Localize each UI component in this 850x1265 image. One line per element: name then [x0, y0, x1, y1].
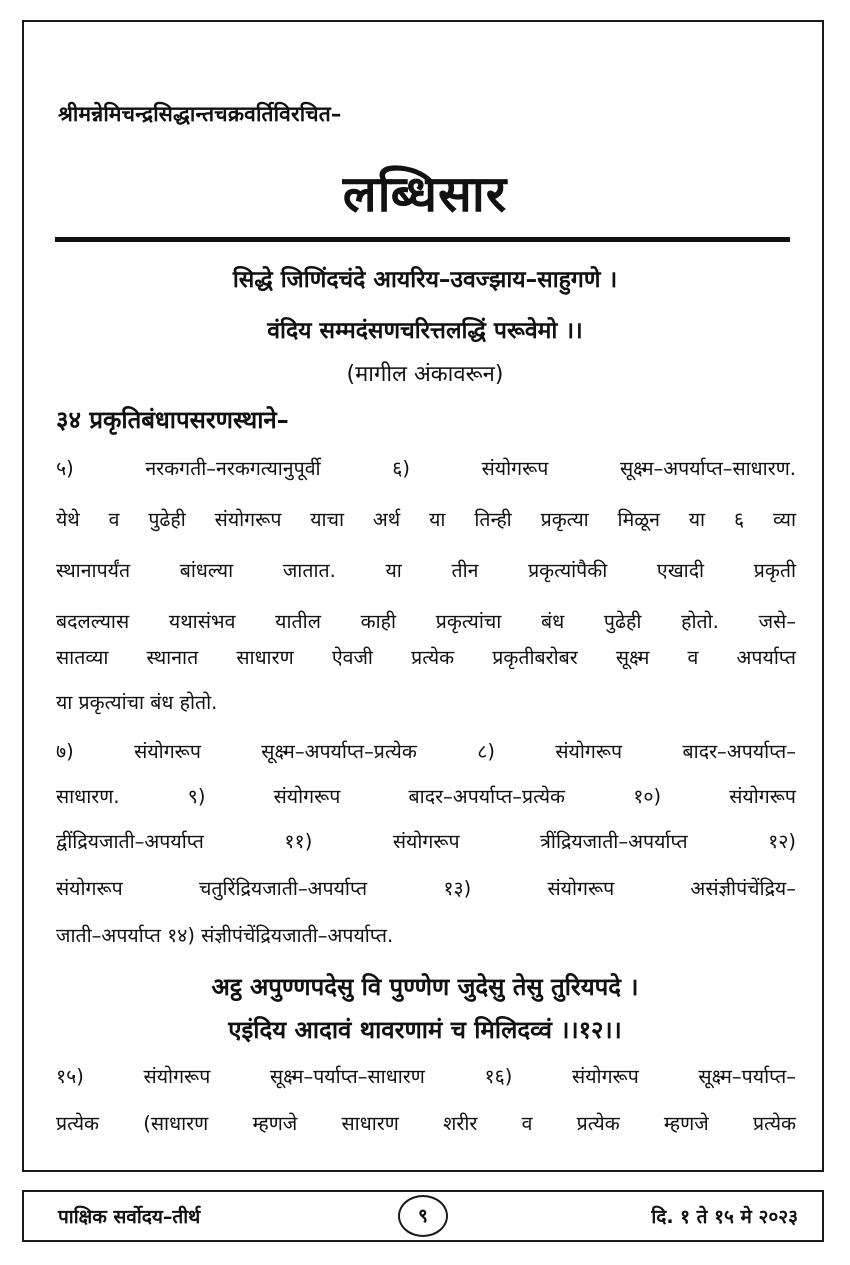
- body-line: साधारण. ९) संयोगरूप बादर–अपर्याप्त–प्रत्येक १०) संयोगरूप: [56, 785, 796, 808]
- publication-name: पाक्षिक सर्वोदय–तीर्थ: [58, 1206, 201, 1228]
- section-heading: ३४ प्रकृतिबंधापसरणस्थाने–: [56, 406, 289, 434]
- author-line: श्रीमन्नेमिचन्द्रसिद्धान्तचक्रवर्तिविरचित–: [58, 102, 342, 126]
- body-line: या प्रकृत्यांचा बंध होतो.: [56, 691, 218, 714]
- body-line: ७) संयोगरूप सूक्ष्म–अपर्याप्त–प्रत्येक ८) संयोगरूप बादर–अपर्याप्त–: [56, 740, 796, 763]
- body-line: येथे व पुढेही संयोगरूप याचा अर्थ या तिन्ही प्रकृत्या मिळून या ६ व्या: [56, 508, 796, 531]
- body-line: स्थानापर्यंत बांधल्या जातात. या तीन प्रकृत्यांपैकी एखादी प्रकृती: [56, 559, 796, 582]
- invocation-line-2: वंदिय सम्मदंसणचरित्तलद्धिं परूवेमो ।।: [267, 318, 583, 344]
- page-title: लब्धिसार: [342, 164, 508, 223]
- issue-date: दि. १ ते १५ मे २०२३: [651, 1206, 798, 1228]
- body-line: १५) संयोगरूप सूक्ष्म–पर्याप्त–साधारण १६) संयोगरूप सूक्ष्म–पर्याप्त–: [56, 1065, 796, 1088]
- body-line: प्रत्येक (साधारण म्हणजे साधारण शरीर व प्रत्येक म्हणजे प्रत्येक: [56, 1112, 796, 1135]
- title-divider: [55, 237, 790, 242]
- page-number: ९: [398, 1195, 448, 1237]
- body-line: जाती–अपर्याप्त १४) संज्ञीपंचेंद्रियजाती–अपर्याप्त.: [56, 924, 394, 947]
- body-line: द्वींद्रियजाती–अपर्याप्त ११) संयोगरूप त्रींद्रियजाती–अपर्याप्त १२): [56, 830, 796, 853]
- invocation-line-1: सिद्धे जिणिंदचंदे आयरिय–उवज्झाय–साहुगणे ।: [232, 267, 618, 293]
- body-line: संयोगरूप चतुरिंद्रियजाती–अपर्याप्त १३) संयोगरूप असंज्ञीपंचेंद्रिय–: [56, 877, 796, 900]
- verse-line-1: अट्ठ अपुण्णपदेसु वि पुण्णेण जुदेसु तेसु तुरियपदे ।: [211, 973, 639, 1001]
- body-line: बदलल्यास यथासंभव यातील काही प्रकृत्यांचा बंध पुढेही होतो. जसे–: [56, 610, 796, 633]
- verse-line-2: एइंदिय आदावं थावरणामं च मिलिदव्वं ।।१२।।: [228, 1016, 622, 1044]
- body-line: सातव्या स्थानात साधारण ऐवजी प्रत्येक प्रकृतीबरोबर सूक्ष्म व अपर्याप्त: [56, 646, 796, 669]
- body-line: ५) नरकगती–नरकगत्यानुपूर्वी ६) संयोगरूप सूक्ष्म–अपर्याप्त–साधारण.: [56, 457, 796, 480]
- continued-note: (मागील अंकावरून): [346, 362, 504, 387]
